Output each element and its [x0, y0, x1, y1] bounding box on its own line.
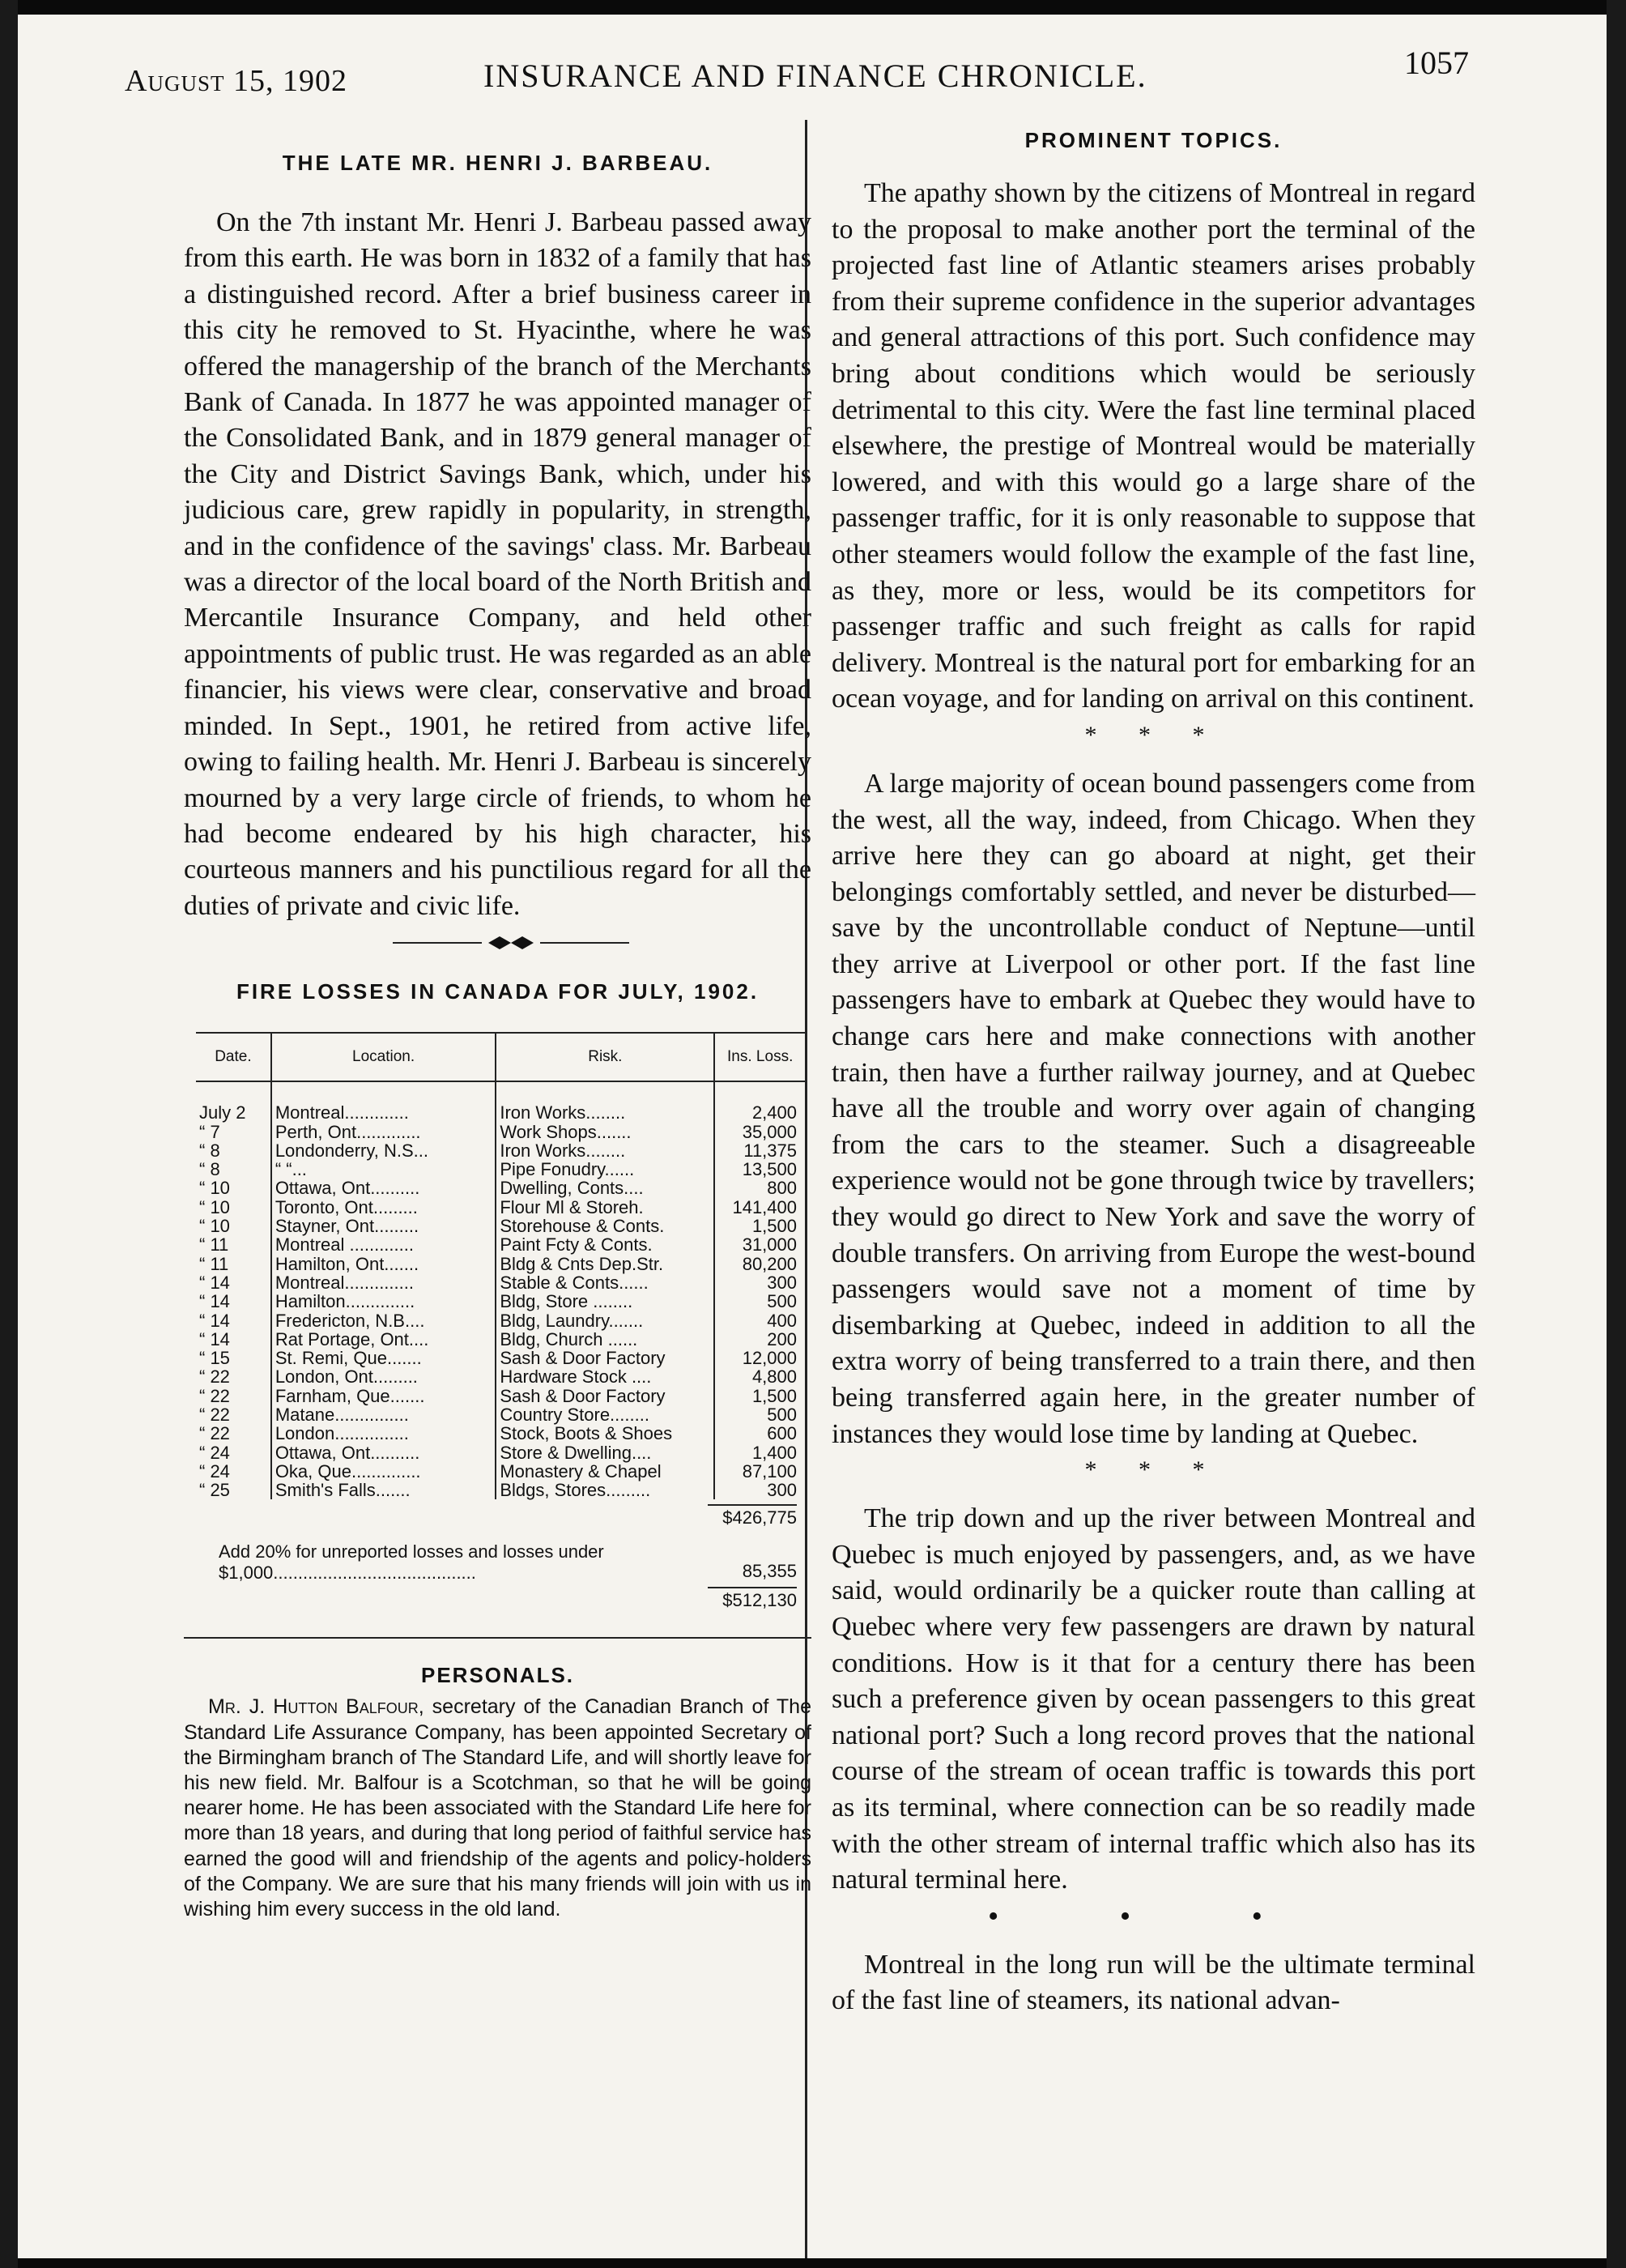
cell-loss: 141,400: [714, 1198, 805, 1217]
cell-location: Stayner, Ont.........: [271, 1217, 496, 1235]
table-row: [196, 1330, 805, 1349]
cell-risk: Bldg, Laundry.......: [496, 1311, 714, 1329]
cell-risk: Flour Ml & Storeh.: [496, 1198, 714, 1217]
cell-location: Montreal.............: [271, 1103, 496, 1122]
page-edge-right: [1607, 0, 1626, 2268]
cell-risk: Bldg, Store ........: [496, 1292, 714, 1311]
newspaper-page: [18, 15, 1607, 2258]
table-row: [196, 1443, 805, 1461]
cell-risk: Dwelling, Conts....: [496, 1179, 714, 1197]
cell-location: Hamilton, Ont.......: [271, 1255, 496, 1273]
issue-date: August 15, 1902: [125, 64, 347, 98]
cell-loss: 80,200: [714, 1255, 805, 1273]
table-row: [196, 1292, 805, 1311]
cell-risk: Iron Works........: [496, 1141, 714, 1160]
ornament-diamond-icon: [488, 934, 534, 952]
cell-loss: 400: [714, 1311, 805, 1329]
table-row: [196, 1160, 805, 1179]
cell-risk: Bldgs, Stores.........: [496, 1481, 714, 1499]
cell-loss: 4,800: [714, 1367, 805, 1386]
running-head: [18, 15, 1607, 104]
table-row: [196, 1217, 805, 1235]
cell-location: Matane...............: [271, 1405, 496, 1424]
asterism-separator: * * *: [1084, 721, 1223, 748]
table-row: [196, 1349, 805, 1367]
journal-title: INSURANCE AND FINANCE CHRONICLE.: [483, 58, 1147, 94]
cell-date: “ 24: [199, 1442, 230, 1463]
topic-paragraph: The trip down and up the river between Montreal and Quebec is much enjoyed by passengers, and, as we have said, would ordinarily be a quicker route than calling at Quebec where very few passengers are drawn by natural conditions. How is it that for a century there has been such a preference given by ocean passengers to this great national port? Such a long record proves that the national course of the stream of ocean traffic is towards this port as its terminal, where connection can be so readily made with the other stream of internal traffic which also has its natural terminal here.: [832, 1503, 1475, 1895]
fire-add-note: Add 20% for unreported losses and losses under $1,000.........................................: [219, 1541, 604, 1584]
cell-loss: 12,000: [714, 1349, 805, 1367]
cell-date: “ 14: [199, 1328, 230, 1349]
cell-location: Montreal .............: [271, 1235, 496, 1254]
cell-loss: 1,400: [714, 1443, 805, 1461]
table-row: [196, 1273, 805, 1292]
cell-risk: Monastery & Chapel: [496, 1462, 714, 1481]
cell-date: “ 22: [199, 1366, 230, 1388]
table-row: [196, 1311, 805, 1329]
cell-date: “ 22: [199, 1405, 230, 1426]
barbeau-heading: THE LATE MR. HENRI J. BARBEAU.: [282, 151, 713, 175]
table-row: [196, 1481, 805, 1499]
table-row: [196, 1198, 805, 1217]
topic-paragraph: A large majority of ocean bound passengers come from the west, all the way, indeed, from Chicago. When they arrive here they can go aboard at night, get their belongings comfortably settled, and never be disturbed—save by the uncontrollable conduct of Neptune—until they arrive at Liverpool or other port. If the fast line passengers have to embark at Quebec they would have to change cars here and make connections with another train, then have a further railway journey, and at Quebec have all the trouble and worry over again of changing from the cars to the steamer. Such a disagreeable experience would not be gone through twice by travellers; they would go direct to New York and save the worry of double transfers. On arriving from Europe the west-bound passengers would save not a moment of time by disembarking at Quebec, indeed in addition to all the extra worry of being transferred to a train there, and then being transferred again here, in the greater number of instances they would lose time by landing at Quebec.: [832, 768, 1475, 1449]
cell-loss: 200: [714, 1330, 805, 1349]
cell-loss: 800: [714, 1179, 805, 1197]
cell-location: Rat Portage, Ont....: [271, 1330, 496, 1349]
cell-date: “ 25: [199, 1480, 230, 1501]
fire-losses-totals: [196, 1499, 805, 1613]
cell-date: July 2: [199, 1102, 246, 1123]
cell-location: Fredericton, N.B....: [271, 1311, 496, 1329]
cell-location: “ “...: [271, 1160, 496, 1179]
cell-date: “ 24: [199, 1460, 230, 1481]
cell-risk: Country Store........: [496, 1405, 714, 1424]
table-row: [196, 1122, 805, 1140]
cell-date: “ 11: [199, 1234, 229, 1256]
table-row: [196, 1405, 805, 1424]
cell-date: “ 14: [199, 1272, 230, 1293]
cell-loss: 600: [714, 1424, 805, 1443]
asterism-separator: * * *: [1084, 1456, 1223, 1484]
cell-loss: 300: [714, 1481, 805, 1499]
cell-location: Farnham, Que.......: [271, 1387, 496, 1405]
fire-total: $512,130: [708, 1587, 797, 1611]
cell-date: “ 10: [199, 1196, 230, 1217]
topic-paragraph: Montreal in the long run will be the ultimate terminal of the fast line of steamers, its national advan-: [832, 1949, 1475, 2016]
cell-location: Perth, Ont.............: [271, 1122, 496, 1140]
cell-date: “ 8: [199, 1159, 220, 1180]
cell-risk: Bldg, Church ......: [496, 1330, 714, 1349]
table-row: [196, 1367, 805, 1386]
cell-loss: 35,000: [714, 1122, 805, 1140]
barbeau-obituary: On the 7th instant Mr. Henri J. Barbeau passed away from this earth. He was born in 1832 of a family that has a distinguished record. After a brief business career in this city he removed to St. Hyacinthe, where he was offered the managership of the branch of the Merchants Bank of Canada. In 1877 he was appointed manager of the Consolidated Bank, and in 1879 general manager of the City and District Savings Bank, which, under his judicious care, grew rapidly in popularity, in strength, and in the confidence of the savings' class. Mr. Barbeau was a director of the local board of the North British and Mercantile Insurance Company, and held other appointments of public trust. He was regarded as an able financier, his views were clear, conservative and broad minded. In Sept., 1901, he retired from active life, owing to failing health. Mr. Henri J. Barbeau is sincerely mourned by a very large circle of friends, to whom he had become endeared by his high character, his courteous manners and his punctilious regard for all the duties of private and civic life.: [184, 207, 811, 921]
cell-loss: 300: [714, 1273, 805, 1292]
fire-add-amount: 85,355: [742, 1561, 797, 1582]
cell-location: Oka, Que..............: [271, 1462, 496, 1481]
cell-location: London, Ont.........: [271, 1367, 496, 1386]
topic-paragraph: The apathy shown by the citizens of Montreal in regard to the proposal to make another port the terminal of the projected fast line of Atlantic steamers arises probably from their supreme confidence in the superior advantages and general attractions of this port. Such confidence may bring about conditions which would be seriously detrimental to this city. Were the fast line terminal placed elsewhere, the prestige of Montreal would be materially lowered, and with this would go a large share of the passenger traffic, for it is only reasonable to suppose that other steamers would follow the example of the fast line, as they, more or less, would be its competitors for passenger traffic and such freight as calls for rapid delivery. Montreal is the natural port for embarking for an ocean voyage, and for landing on arrival on this continent.: [832, 178, 1475, 714]
page-number: 1057: [1404, 45, 1469, 81]
cell-date: “ 14: [199, 1291, 230, 1312]
cell-risk: Hardware Stock ....: [496, 1367, 714, 1386]
table-row: [196, 1103, 805, 1122]
cell-risk: Pipe Fonudry......: [496, 1160, 714, 1179]
table-row: [196, 1141, 805, 1160]
cell-date: “ 8: [199, 1140, 220, 1161]
column-header-location: Location.: [271, 1033, 496, 1081]
prominent-topics-heading: PROMINENT TOPICS.: [1024, 128, 1283, 152]
table-row: [196, 1179, 805, 1197]
cell-loss: 11,375: [714, 1141, 805, 1160]
cell-loss: 31,000: [714, 1235, 805, 1254]
cell-loss: 500: [714, 1405, 805, 1424]
cell-date: “ 7: [199, 1121, 220, 1142]
table-row: [196, 1235, 805, 1254]
cell-loss: 2,400: [714, 1103, 805, 1122]
bullet-separator: • • •: [988, 1899, 1319, 1933]
cell-loss: 1,500: [714, 1387, 805, 1405]
personals-text: [184, 1695, 811, 1922]
cell-loss: 13,500: [714, 1160, 805, 1179]
section-ornament: [184, 929, 811, 957]
cell-risk: Iron Works........: [496, 1103, 714, 1122]
table-row: [196, 1255, 805, 1273]
cell-location: Toronto, Ont.........: [271, 1198, 496, 1217]
personals-body: secretary of the Canadian Branch of The Standard Life Assurance Company, has been appointed Secretary of the Birmingham branch of The Standard Life, and will shortly leave for his new field. Mr. Balfour is a Scotchman, so that he will be going nearer home. He has been associated with the Standard Life here for more than 18 years, and during that long period of faithful service has earned the good will and friendship of the agents and policy-holders of the Company. We are sure that his many friends will join with us in wishing him every success in the old land.: [184, 1695, 811, 1921]
cell-risk: Paint Fcty & Conts.: [496, 1235, 714, 1254]
cell-date: “ 22: [199, 1385, 230, 1406]
column-header-risk: Risk.: [496, 1033, 714, 1081]
cell-date: “ 10: [199, 1216, 230, 1237]
column-header-date: Date.: [196, 1033, 271, 1081]
cell-date: “ 11: [199, 1253, 229, 1274]
cell-location: Montreal..............: [271, 1273, 496, 1292]
cell-risk: Store & Dwelling....: [496, 1443, 714, 1461]
cell-risk: Stock, Boots & Shoes: [496, 1424, 714, 1443]
cell-date: “ 10: [199, 1178, 230, 1199]
cell-location: Hamilton..............: [271, 1292, 496, 1311]
cell-loss: 87,100: [714, 1462, 805, 1481]
page-edge-left: [0, 0, 18, 2268]
cell-date: “ 22: [199, 1423, 230, 1444]
cell-location: Ottawa, Ont..........: [271, 1179, 496, 1197]
cell-loss: 1,500: [714, 1217, 805, 1235]
fire-subtotal: $426,775: [708, 1504, 797, 1528]
cell-location: Ottawa, Ont..........: [271, 1443, 496, 1461]
section-rule: [184, 1637, 811, 1639]
table-row: [196, 1462, 805, 1481]
fire-losses-heading: FIRE LOSSES IN CANADA FOR JULY, 1902.: [236, 979, 760, 1004]
personals-heading: PERSONALS.: [420, 1663, 575, 1688]
cell-risk: Storehouse & Conts.: [496, 1217, 714, 1235]
cell-date: “ 14: [199, 1310, 230, 1331]
cell-loss: 500: [714, 1292, 805, 1311]
table-row: [196, 1387, 805, 1405]
cell-location: St. Remi, Que.......: [271, 1349, 496, 1367]
cell-risk: Work Shops.......: [496, 1122, 714, 1140]
cell-risk: Bldg & Cnts Dep.Str.: [496, 1255, 714, 1273]
cell-risk: Sash & Door Factory: [496, 1387, 714, 1405]
fire-losses-table: [196, 1032, 805, 1499]
column-header-loss: Ins. Loss.: [714, 1033, 805, 1081]
table-row: [196, 1424, 805, 1443]
cell-risk: Sash & Door Factory: [496, 1349, 714, 1367]
cell-risk: Stable & Conts......: [496, 1273, 714, 1292]
cell-location: London...............: [271, 1424, 496, 1443]
right-column: [832, 118, 1475, 2019]
left-column: [184, 118, 811, 1922]
cell-date: “ 15: [199, 1348, 230, 1369]
cell-location: Smith's Falls.......: [271, 1481, 496, 1499]
cell-location: Londonderry, N.S...: [271, 1141, 496, 1160]
personals-name: Mr. J. Hutton Balfour,: [208, 1695, 424, 1719]
